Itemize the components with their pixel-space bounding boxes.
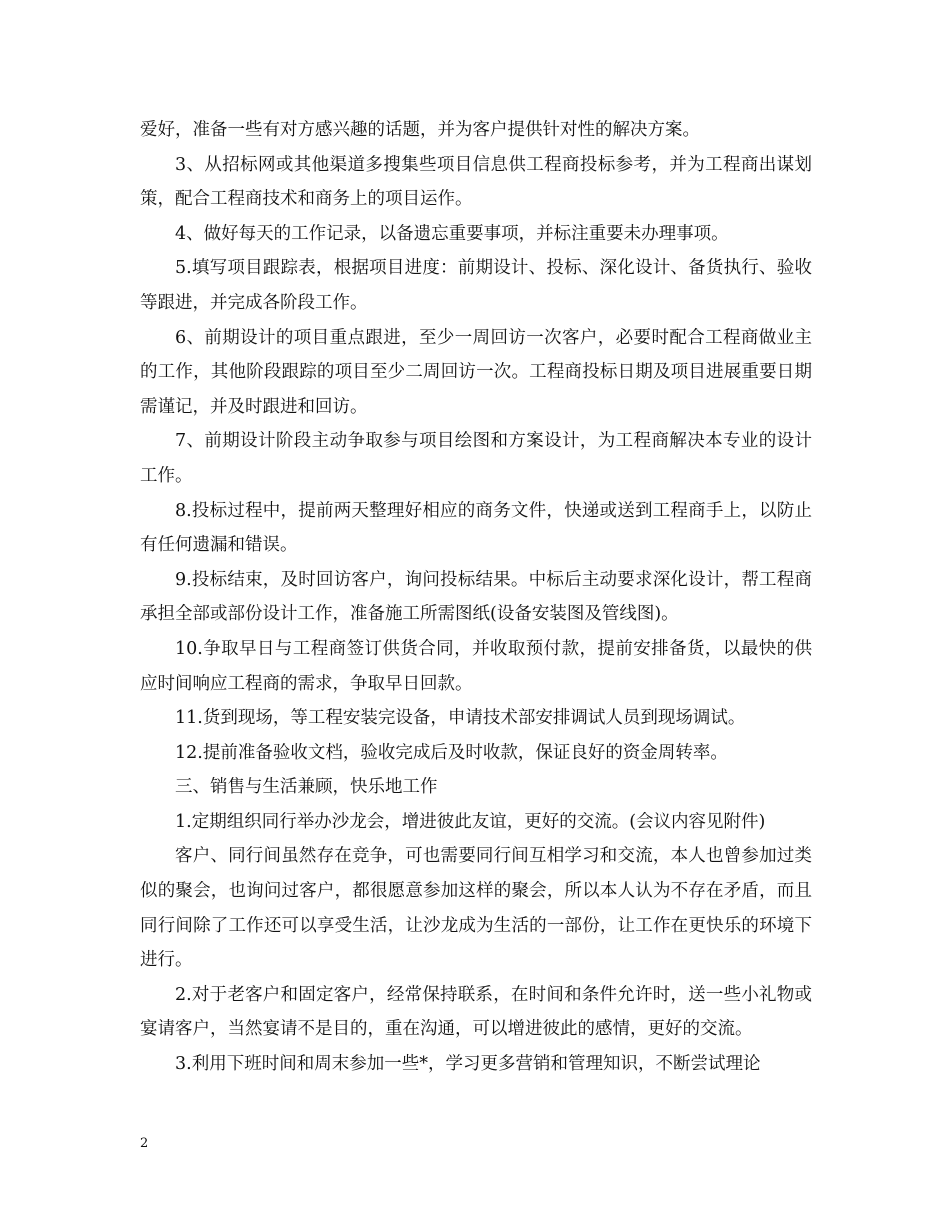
paragraph-14: 客户、同行间虽然存在竞争，可也需要同行间互相学习和交流，本人也曾参加过类似的聚会，也询问过客户，都很愿意参加这样的聚会，所以本人认为不存在矛盾，而且同行间除了工作还可以享受生活，让沙龙成为生活的一部份，让工作在更快乐的环境下进行。 (140, 846, 812, 971)
paragraph-3: 4、做好每天的工作记录，以备遗忘重要事项，并标注重要未办理事项。 (175, 223, 729, 244)
paragraph-8: 9.投标结束，及时回访客户，询问投标结果。中标后主动要求深化设计，帮工程商承担全部或部份设计工作，准备施工所需图纸(设备安装图及管线图)。 (140, 569, 812, 625)
paragraph-15: 2.对于老客户和固定客户，经常保持联系，在时间和条件允许时，送一些小礼物或宴请客户，当然宴请不是目的，重在沟通，可以增进彼此的感情，更好的交流。 (140, 984, 812, 1040)
section-heading: 三、销售与生活兼顾，快乐地工作 (175, 777, 438, 798)
paragraph-7: 8.投标过程中，提前两天整理好相应的商务文件，快递或送到工程商手上，以防止有任何遗漏和错误。 (140, 500, 812, 556)
paragraph-16: 3.利用下班时间和周末参加一些*，学习更多营销和管理知识，不断尝试理论 (175, 1054, 761, 1075)
paragraph-11: 12.提前准备验收文档，验收完成后及时收款，保证良好的资金周转率。 (175, 742, 728, 763)
paragraph-2: 3、从招标网或其他渠道多搜集些项目信息供工程商投标参考，并为工程商出谋划策，配合工程商技术和商务上的项目运作。 (140, 154, 812, 210)
paragraph-13: 1.定期组织同行举办沙龙会，增进彼此友谊，更好的交流。(会议内容见附件) (175, 811, 766, 832)
body-text (140, 113, 812, 1082)
paragraph-1: 爱好，准备一些有对方感兴趣的话题，并为客户提供针对性的解决方案。 (140, 120, 700, 140)
page-number: 2 (140, 1136, 149, 1151)
paragraph-6: 7、前期设计阶段主动争取参与项目绘图和方案设计，为工程商解决本专业的设计工作。 (140, 431, 812, 486)
paragraph-5: 6、前期设计的项目重点跟进，至少一周回访一次客户，必要时配合工程商做业主的工作，其他阶段跟踪的项目至少二周回访一次。工程商投标日期及项目进展重要日期需谨记，并及时跟进和回访。 (140, 327, 812, 417)
paragraph-10: 11.货到现场，等工程安装完设备，申请技术部安排调试人员到现场调试。 (175, 708, 746, 729)
paragraph-9: 10.争取早日与工程商签订供货合同，并收取预付款，提前安排备货，以最快的供应时间响应工程商的需求，争取早日回款。 (140, 638, 812, 694)
paragraph-4: 5.填写项目跟踪表，根据项目进度：前期设计、投标、深化设计、备货执行、验收等跟进，并完成各阶段工作。 (140, 258, 812, 313)
